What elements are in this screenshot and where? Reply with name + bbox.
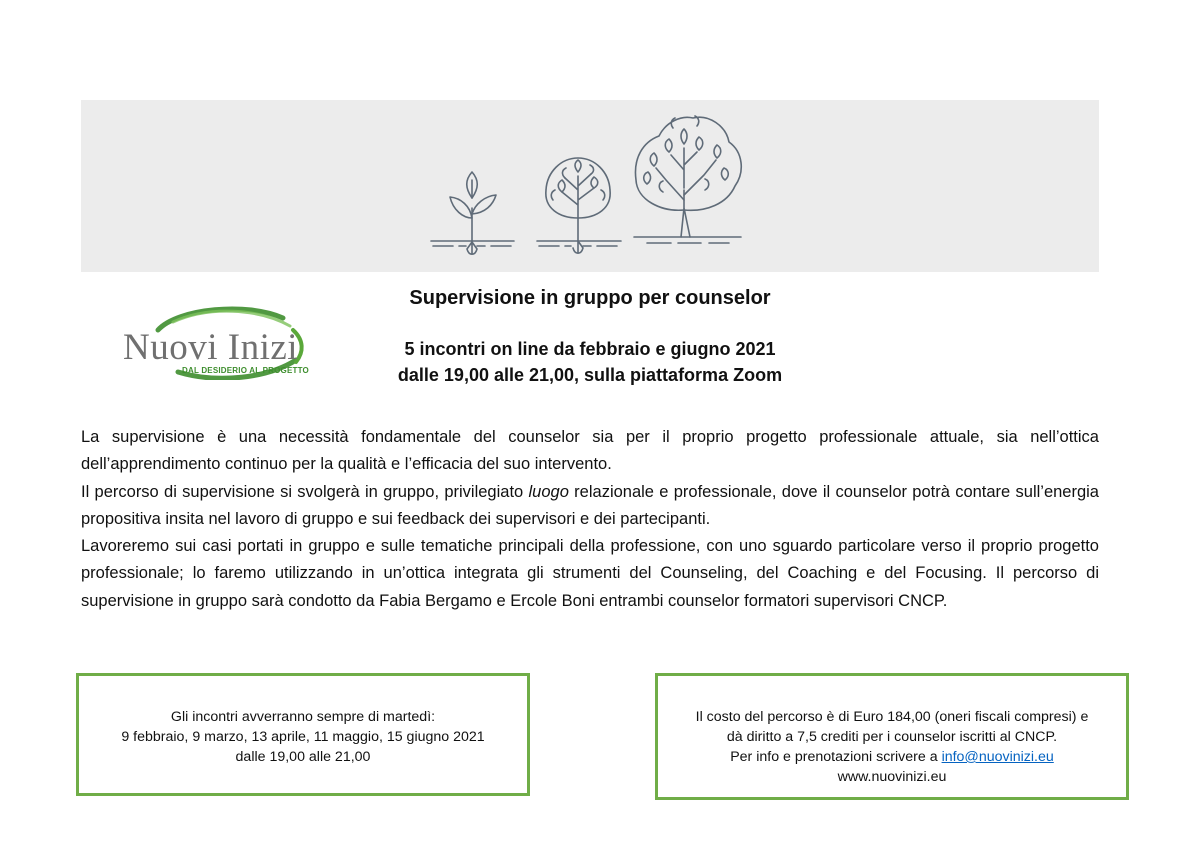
sprout-icon [431,172,514,254]
young-tree-icon [537,158,621,253]
info-contact [658,747,1126,767]
schedule-line-1: Gli incontri avverranno sempre di martedì: [170,709,436,725]
schedule-time: dalle 19,00 alle 21,00 [235,749,371,765]
info-contact-label: Per info e prenotazioni scrivere a [730,749,942,765]
page-subtitle [340,336,840,388]
info-credits: dà diritto a 7,5 crediti per i counselor iscritti al CNCP. [726,729,1058,745]
paragraph-1: La supervisione è una necessità fondamentale del counselor sia per il proprio progetto professionale attuale, sia nell’ottica dell’apprendimento continuo per la qualità e l’efficacia del suo intervento. [81,428,1099,474]
paragraph-2-start: Il percorso di supervisione si svolgerà in gruppo, privilegiato [81,482,529,501]
email-link[interactable]: info@nuovinizi.eu [941,749,1054,765]
info-cost: Il costo del percorso è di Euro 184,00 (oneri fiscali compresi) e [695,709,1089,725]
subtitle-line-1: 5 incontri on line da febbraio e giugno 2021 [404,339,776,359]
page-title: Supervisione in gruppo per counselor [409,287,771,309]
info-box [655,673,1129,800]
paragraph-2-emphasis: luogo [528,482,569,501]
logo-name: Nuovi Inizi [123,327,299,368]
schedule-dates: 9 febbraio, 9 marzo, 13 aprile, 11 maggio, 15 giugno 2021 [121,729,485,745]
paragraph-3: Lavoreremo sui casi portati in gruppo e sulle tematiche principali della professione, con uno sguardo particolare verso il proprio progetto professionale; lo faremo utilizzando in un’ottica integrata gli strumenti del Counseling, del Coaching e del Focusing. Il percorso di supervisione in gruppo sarà condotto da Fabia Bergamo e Ercole Boni entrambi counselor formatori supervisori CNCP. [81,537,1099,610]
paragraph-2-end: relazionale e professionale, dove il counselor potrà contare sull’energia propositiva insita nel lavoro di gruppo e sui feedback dei supervisori e dei partecipanti. [81,482,1099,528]
trees-illustration [81,100,1099,272]
paragraph-2 [81,479,1099,534]
grown-tree-icon [634,116,741,243]
logo-tagline: DAL DESIDERIO AL PROGETTO [182,366,309,375]
subtitle-line-2: dalle 19,00 alle 21,00, sulla piattaforma Zoom [397,365,783,385]
header-banner [81,100,1099,272]
website-text: www.nuovinizi.eu [837,769,947,785]
schedule-box [76,673,530,796]
body-text [81,424,1099,615]
